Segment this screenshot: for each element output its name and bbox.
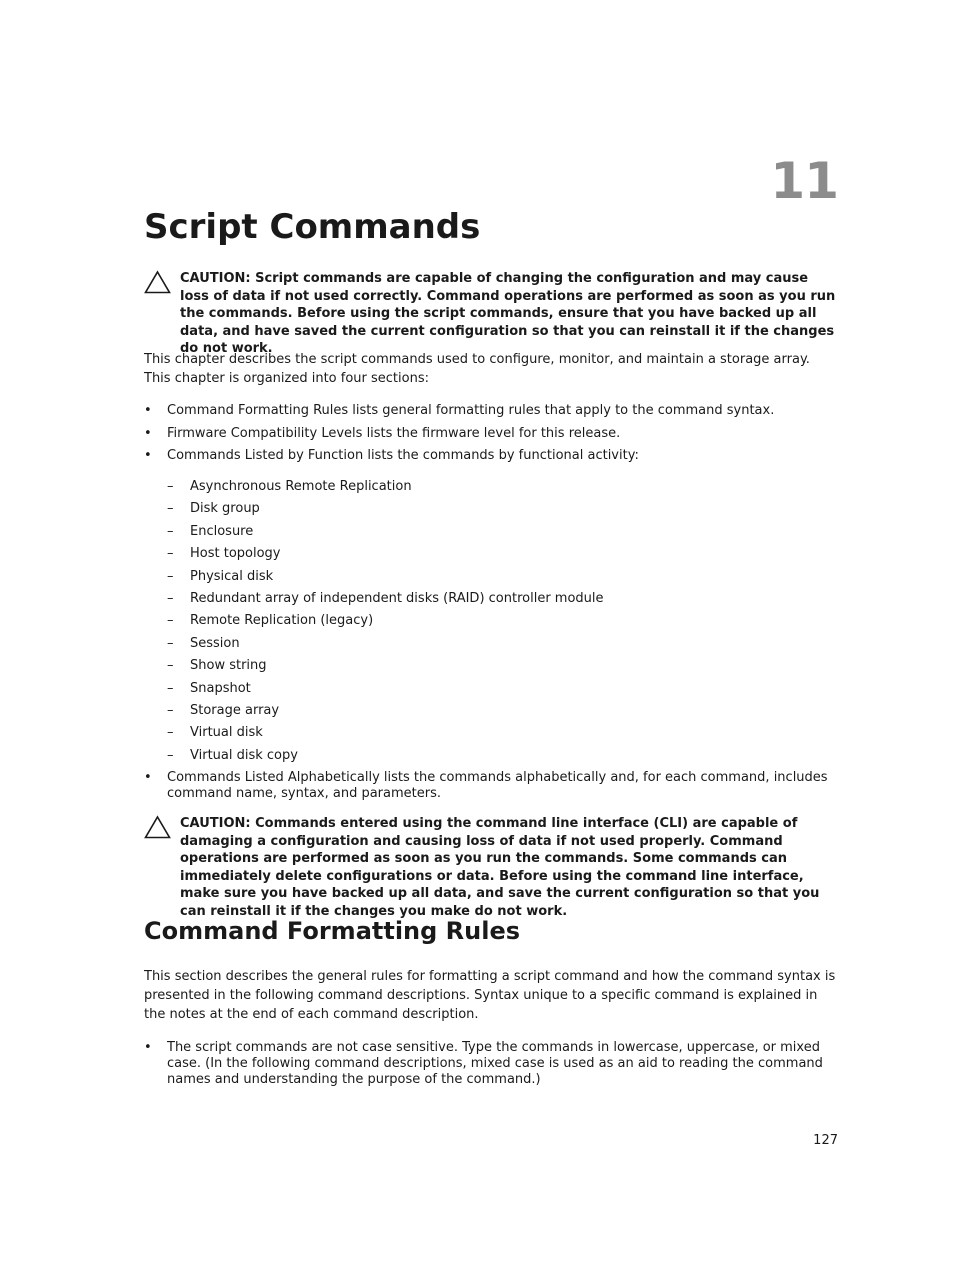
category-item	[167, 591, 604, 613]
dash-marker: –	[167, 479, 174, 494]
category-text: Snapshot	[190, 680, 251, 696]
bullet-marker: •	[144, 448, 152, 463]
section-title: Command Formatting Rules	[144, 917, 521, 945]
formatting-rules-list	[144, 1040, 840, 1088]
caution-notice-script-commands	[144, 270, 838, 358]
category-item	[167, 748, 604, 770]
dash-marker: –	[167, 658, 174, 674]
caution-text: CAUTION: Commands entered using the command line interface (CLI) are capable of damaging a configuration and causing loss of data if not used properly. Command operations are performed as soon as you run the commands. Some commands can immediately delete configurations or data. Before using the command line interface, make sure you have backed up all data, and save the current configuration so that you can reinstall it if the changes you make do not work.	[180, 816, 820, 919]
list-item-text: Firmware Compatibility Levels lists the firmware level for this release.	[167, 425, 621, 441]
category-item	[167, 546, 604, 568]
list-item-text: Commands Listed Alphabetically lists the commands alphabetically and, for each command, includes command name, syntax, and parameters.	[167, 770, 828, 801]
bullet-marker: •	[144, 1040, 152, 1055]
category-text: Redundant array of independent disks (RAID) controller module	[190, 590, 604, 606]
category-item	[167, 569, 604, 591]
dash-marker: –	[167, 747, 174, 763]
category-text: Disk group	[190, 501, 260, 517]
caution-text: CAUTION: Script commands are capable of changing the configuration and may cause loss of data if not used correctly. Command operations are performed as soon as you run the commands. Before using the script commands, ensure that you have backed up all data, and have saved the current configuration so that you can reinstall it if the changes do not work.	[180, 271, 836, 356]
sections-list	[144, 403, 840, 464]
list-item	[144, 770, 840, 802]
category-text: Remote Replication (legacy)	[190, 613, 374, 629]
sections-list-continued	[144, 770, 840, 802]
list-item-text: The script commands are not case sensitive. Type the commands in lowercase, uppercase, or mixed case. (In the following command descriptions, mixed case is used as an aid to reading the command names and understanding the purpose of the command.)	[167, 1040, 823, 1087]
dash-marker: –	[167, 501, 174, 517]
chapter-title: Script Commands	[144, 207, 481, 247]
list-item-text: Commands Listed by Function lists the commands by functional activity:	[167, 448, 639, 463]
dash-marker: –	[167, 680, 174, 696]
list-item	[144, 426, 840, 449]
category-text: Session	[190, 635, 240, 651]
category-text: Physical disk	[190, 568, 274, 584]
list-item	[144, 1040, 840, 1088]
category-text: Show string	[190, 658, 267, 674]
category-item	[167, 725, 604, 747]
category-item	[167, 479, 604, 501]
dash-marker: –	[167, 635, 174, 651]
category-text: Storage array	[190, 702, 280, 718]
category-text: Asynchronous Remote Replication	[190, 479, 412, 494]
category-item	[167, 636, 604, 658]
category-text: Enclosure	[190, 523, 254, 539]
chapter-number: 11	[770, 152, 838, 210]
intro-paragraph: This chapter describes the script commands used to configure, monitor, and maintain a storage array. This chapter is organized into four sections:	[144, 352, 810, 386]
section-intro-paragraph: This section describes the general rules for formatting a script command and how the command syntax is presented in the following command descriptions. Syntax unique to a specific command is explained in the notes at the end of each command description.	[144, 969, 836, 1022]
list-item-text: Command Formatting Rules lists general formatting rules that apply to the command syntax.	[167, 403, 775, 418]
category-text: Virtual disk copy	[190, 747, 298, 763]
dash-marker: –	[167, 590, 174, 606]
category-item	[167, 501, 604, 523]
category-text: Host topology	[190, 546, 281, 562]
bullet-marker: •	[144, 403, 152, 418]
category-item	[167, 703, 604, 725]
bullet-marker: •	[144, 425, 152, 441]
caution-notice-cli	[144, 815, 838, 920]
functional-categories-list	[167, 479, 604, 770]
dash-marker: –	[167, 523, 174, 539]
list-item	[144, 448, 840, 464]
category-item	[167, 658, 604, 680]
category-item	[167, 524, 604, 546]
dash-marker: –	[167, 725, 174, 741]
dash-marker: –	[167, 568, 174, 584]
dash-marker: –	[167, 702, 174, 718]
warning-triangle-icon	[144, 815, 171, 839]
category-item	[167, 681, 604, 703]
category-item	[167, 613, 604, 635]
category-text: Virtual disk	[190, 725, 263, 741]
dash-marker: –	[167, 546, 174, 562]
bullet-marker: •	[144, 770, 152, 785]
dash-marker: –	[167, 613, 174, 629]
warning-triangle-icon	[144, 270, 171, 294]
page-number: 127	[813, 1133, 838, 1148]
list-item	[144, 403, 840, 426]
